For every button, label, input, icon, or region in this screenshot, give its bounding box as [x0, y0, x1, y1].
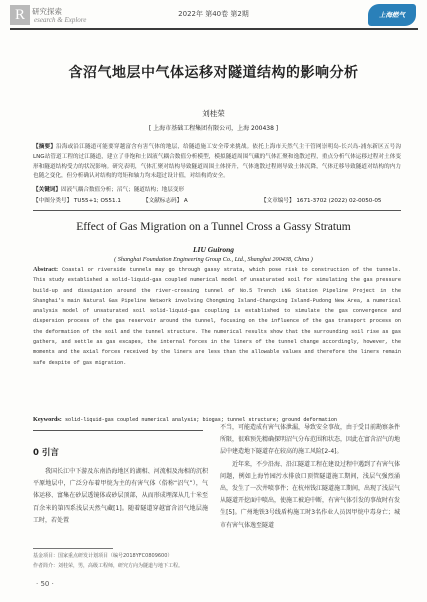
abstract-en-label: Abstract:	[33, 266, 59, 273]
footnote-fund: 基金项目：国家重点研发计划项目（编号2018YFC0809600）	[33, 553, 173, 559]
title-en: Effect of Gas Migration on a Tunnel Cross a Gassy Stratum	[76, 221, 351, 233]
footnote-rule	[33, 548, 113, 549]
author-cn: 刘桂荣	[202, 109, 225, 118]
abstract-en-text: Coastal or riverside tunnels may go through gassy strata, which pose risk to construction of the tunnels. This study established a solid-liquid-gas coupled numerical model of unsaturated soil for simulating the gas pressure build-up and dissipation around the river-crossing tunnel of No.5 Trench LNG Station Pipeline Project in the Shanghai's main Natural Gas Pipeline Network involving Chongming Island-Changxing Island-Pudong New Area, a numerical analysis model of unsaturated soil solid-liquid-gas coupling is established to simulate the gas convergence and dispersion process of the gas reservoir around the tunnel, focusing on the influence of the gas transport process on the deformation of the soil and the tunnel structure. The numerical results show that the surrounding soil rise as gas gathers, and settle as gas escapes, the internal forces in the liners of the tunnel change accordingly, however, the moments and the axial forces received by the liners are less than the allowable values and therefore the liners remain safe despite of gas migration.	[33, 267, 401, 366]
keywords-en-label: Keywords:	[33, 416, 62, 423]
keywords-cn-label: 【关键词】	[33, 187, 61, 193]
body-divider-rule	[33, 430, 203, 431]
keywords-en-text: solid-liquid-gas coupled numerical analysis; biogas; tunnel structure; ground deformation	[64, 417, 337, 423]
divider-rule	[33, 210, 401, 211]
author-en: LIU Guirong	[192, 245, 235, 254]
doc-code: 【文献标志码】 A	[143, 198, 188, 204]
clc-number: 【中图分类号】 TU55+1; O551.1	[33, 198, 121, 204]
body-column-right	[220, 422, 400, 532]
keywords-cn	[33, 186, 401, 196]
journal-logo: 上海燃气	[368, 4, 416, 26]
section-letter-box: R	[10, 5, 30, 25]
title-cn: 含沼气地层中气体运移对隧道结构的影响分析	[68, 65, 359, 81]
affiliation-en: ( Shanghai Foundation Engineering Group Co., Ltd., Shanghai 200438, China )	[114, 256, 313, 263]
column-name-en: esearch & Explore	[34, 16, 87, 24]
abstract-cn	[33, 143, 401, 182]
abstract-cn-label: 【摘要】	[33, 144, 57, 150]
article-number: 【文章编号】 1671-3702 (2022) 02-0050-05	[261, 198, 382, 204]
abstract-cn-text: 沿海或沿江隧道可能要穿越富含有害气体的地层，给隧道施工安全带来挑战。依托上海市天然气主干管网崇明岛-长兴岛-浦东新区五号沟LNG站管道工程的过江隧道，建立了非饱和土固液气耦合数值分析模型，模拟隧道周围气藏的气体汇聚和逸散过程，重点分析气体运移过程对土体变形和隧道结构受力的状况影响。研究表明，气体汇聚对结构导致隧道周围土体挤升，气体逸散过程则导致土体沉降，气体迁移导致隧道对结构的内力也随之变化，但分析确认对结构的弯矩和轴力均未超过设计值，对结构尚安全。	[33, 144, 401, 180]
footnote-bio: 作者简介：刘桂荣，男，高级工程师，研究方向为隧道与地下工程。	[33, 563, 184, 569]
affiliation-cn: [ 上海市基础工程集团有限公司，上海 200438 ]	[148, 125, 279, 132]
section-heading-intro: 0 引言	[33, 448, 59, 458]
page-number: · 50 ·	[36, 580, 54, 588]
body-paragraph: 近年来，不少沿海、沿江隧道工程在建设过程中遇到了有害气体问题，例如上海竹园污水排放口顶管隧道施工期间，浅层气强烈涌出，发生了一次井喷事件；在杭州钱江隧道施工期间，出现了浅层气从隧道开挖面中喷出，使施工被迫中断，有害气体引发的事故时有发生[5]。广州地铁3号线盾构施工时3名作业人员因甲烷中毒身亡；城市有害气体逸至隧道	[220, 460, 401, 529]
header-rule	[10, 28, 418, 30]
body-column-left: 我国长江中下游及东南沿海地区的湖相、河流相及海相的沉积平原地层中，广泛分布着甲烷为主的有害气体（俗称“沼气”），气体运移、富集在砂层透镜体或砂层顶部，从而形成埋深从几十米至百余米的第四系浅层天然气藏[1]。随着隧道穿越富含沼气地层施工时，若处置	[33, 468, 208, 524]
body-paragraph: 不当，可能造成有害气体泄漏，导致安全事故，由于受目前勘察条件所限，很难预先精确探明沼气分布范围和状态，因此在富含沼气的地层中建造地下隧道存在较高的施工风险[2-4]。	[220, 424, 401, 456]
keywords-cn-text: 固液气耦合数值分析；沼气；隧道结构；地层变形	[60, 187, 185, 193]
issue-info: 2022年 第40卷 第2期	[178, 10, 249, 18]
abstract-en	[33, 265, 401, 368]
column-name-cn: 研究探索	[32, 7, 62, 16]
classification-row	[33, 196, 401, 206]
